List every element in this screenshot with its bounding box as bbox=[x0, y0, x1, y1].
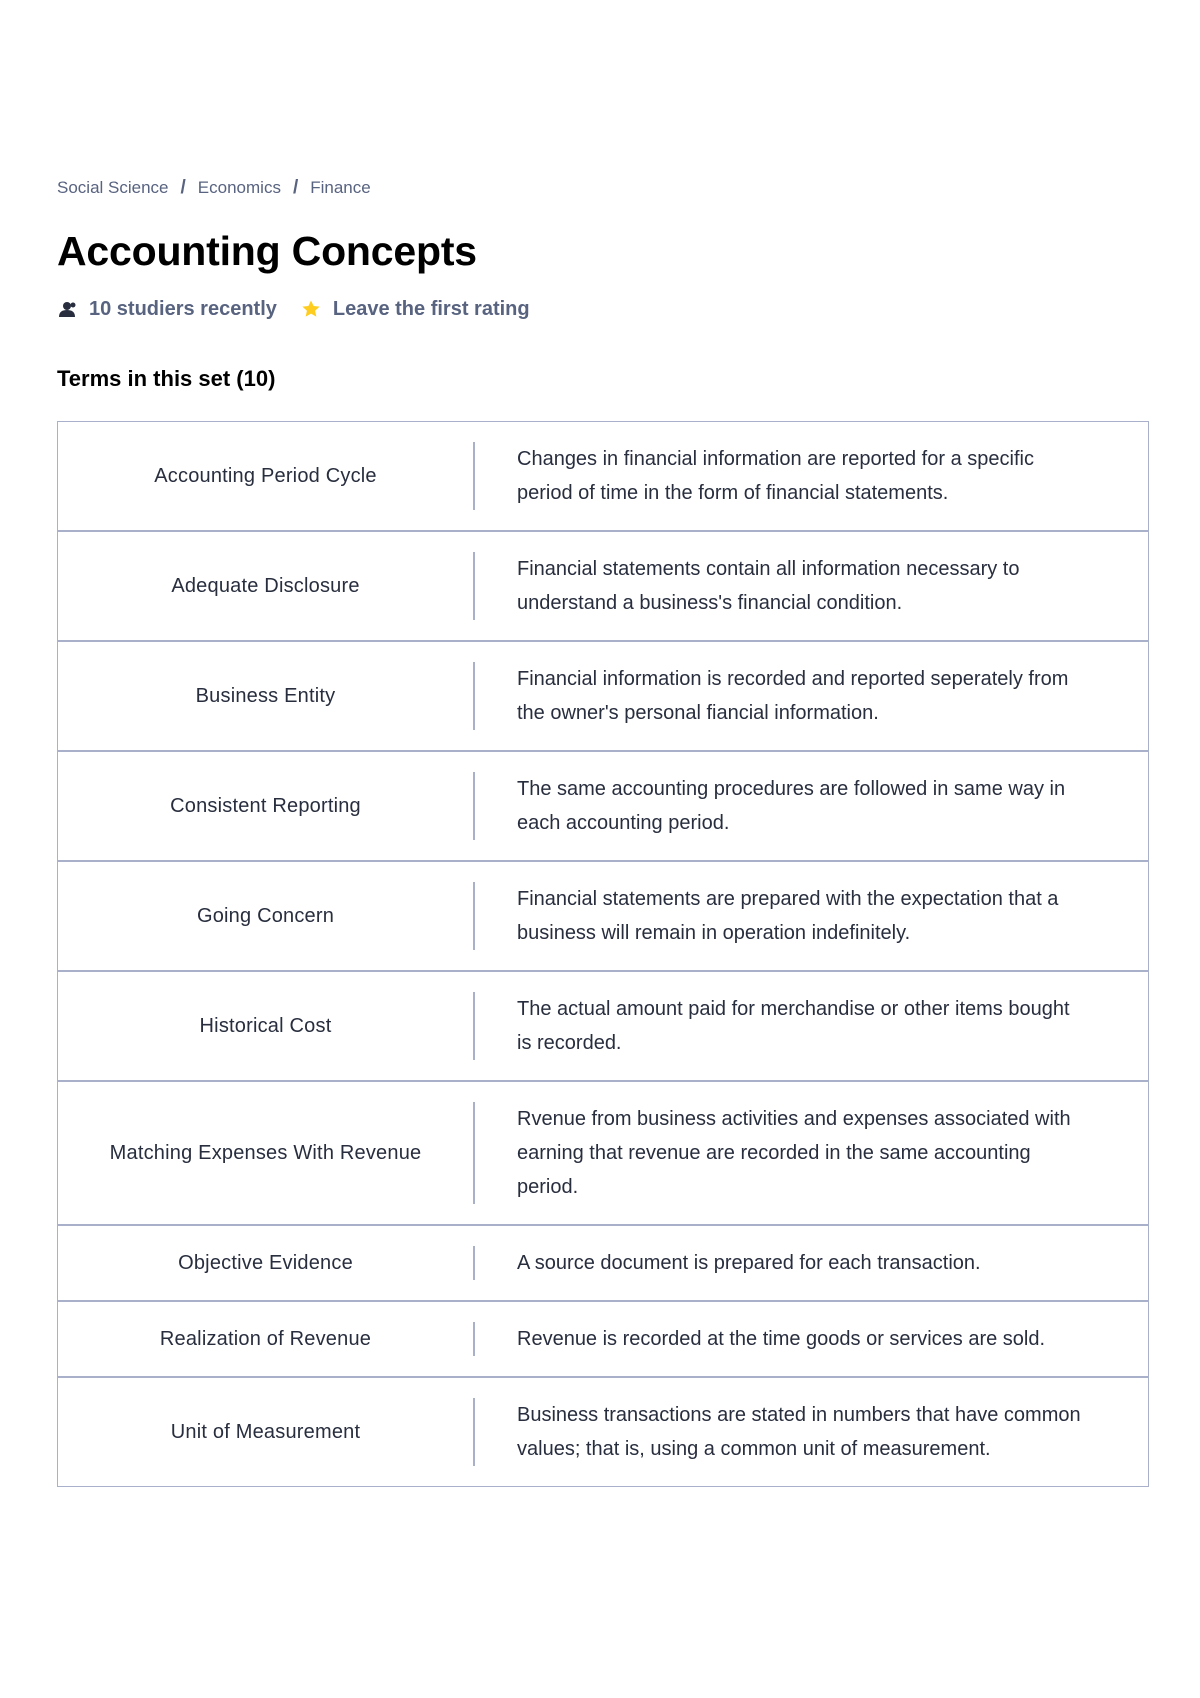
breadcrumb-separator: / bbox=[180, 177, 186, 198]
term-row bbox=[58, 860, 1148, 970]
term-definition: Business transactions are stated in numbers that have common values; that is, using a common unit of measurement. bbox=[517, 1404, 1081, 1460]
breadcrumb-item-social-science[interactable]: Social Science bbox=[57, 178, 169, 197]
page-content bbox=[57, 176, 1149, 1487]
page-title: Accounting Concepts bbox=[57, 228, 477, 274]
term-word: Business Entity bbox=[195, 684, 336, 707]
term-word: Historical Cost bbox=[199, 1014, 332, 1037]
breadcrumb-item-finance[interactable]: Finance bbox=[310, 178, 371, 197]
term-row bbox=[58, 530, 1148, 640]
term-word: Consistent Reporting bbox=[170, 794, 361, 817]
term-definition: Revenue is recorded at the time goods or services are sold. bbox=[517, 1328, 1046, 1350]
term-row bbox=[58, 1224, 1148, 1300]
term-word: Realization of Revenue bbox=[159, 1327, 372, 1350]
terms-table bbox=[57, 421, 1149, 1487]
studiers-count bbox=[57, 298, 277, 321]
star-icon bbox=[301, 299, 321, 319]
term-definition: The same accounting procedures are followed in same way in each accounting period. bbox=[517, 778, 1066, 834]
term-word: Going Concern bbox=[196, 904, 335, 927]
set-meta bbox=[57, 294, 1149, 324]
term-word: Objective Evidence bbox=[178, 1251, 353, 1274]
term-definition: Rvenue from business activities and expenses associated with earning that revenue are recorded in the same accounting period. bbox=[517, 1108, 1071, 1198]
breadcrumb-separator: / bbox=[292, 177, 299, 198]
studiers-label: 10 studiers recently bbox=[89, 297, 277, 320]
term-word: Accounting Period Cycle bbox=[154, 464, 377, 487]
breadcrumb-item-economics[interactable]: Economics bbox=[197, 178, 281, 197]
term-row bbox=[58, 1300, 1148, 1376]
terms-heading: Terms in this set (10) bbox=[57, 366, 276, 391]
term-word: Unit of Measurement bbox=[170, 1420, 361, 1443]
term-row bbox=[58, 970, 1148, 1080]
term-definition: Changes in financial information are reported for a specific period of time in the form of financial statements. bbox=[517, 448, 1034, 504]
term-row bbox=[58, 640, 1148, 750]
term-word: Matching Expenses With Revenue bbox=[109, 1141, 422, 1164]
term-row bbox=[58, 1080, 1148, 1224]
people-icon bbox=[57, 299, 77, 319]
breadcrumb bbox=[57, 176, 1149, 200]
term-definition: Financial statements contain all information necessary to understand a business's financial condition. bbox=[517, 558, 1020, 614]
term-definition: Financial information is recorded and reported seperately from the owner's personal fiancial information. bbox=[517, 668, 1069, 724]
term-row bbox=[58, 750, 1148, 860]
term-word: Adequate Disclosure bbox=[171, 574, 360, 597]
rating-label[interactable]: Leave the first rating bbox=[332, 297, 530, 320]
term-definition: A source document is prepared for each transaction. bbox=[517, 1252, 981, 1274]
rating-link[interactable] bbox=[301, 298, 530, 321]
term-definition: Financial statements are prepared with the expectation that a business will remain in operation indefinitely. bbox=[517, 888, 1059, 944]
term-row bbox=[58, 1376, 1148, 1486]
term-row bbox=[58, 422, 1148, 530]
term-definition: The actual amount paid for merchandise or other items bought is recorded. bbox=[517, 998, 1070, 1054]
